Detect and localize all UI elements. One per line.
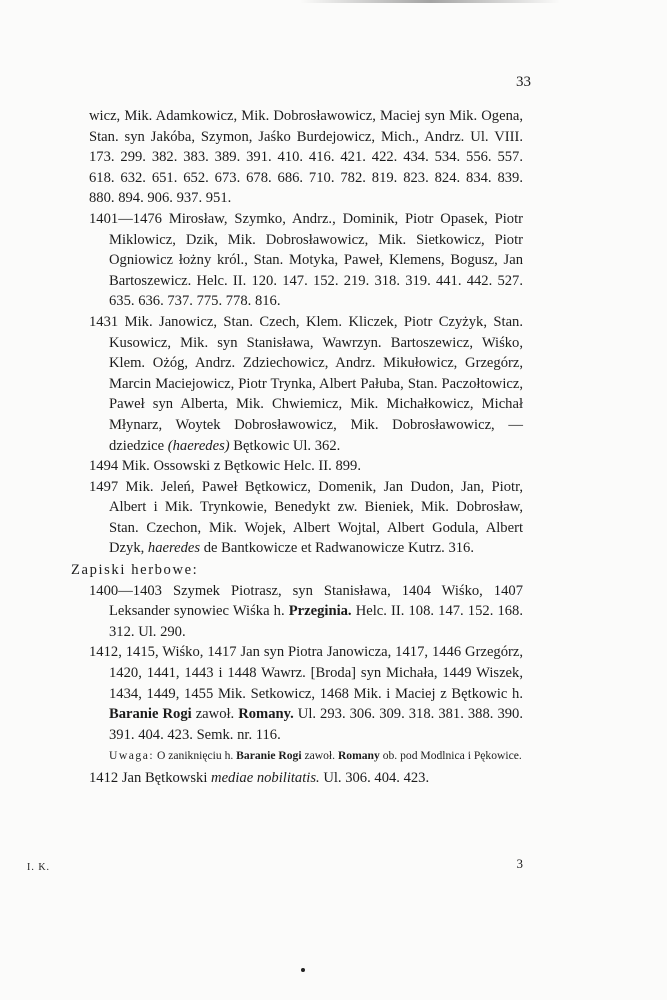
text-segment: Helc. II. 108. 147. 152. 168. 312. Ul. 290. bbox=[109, 603, 523, 640]
text-segment: zawoł. bbox=[191, 706, 239, 723]
main-text bbox=[71, 106, 523, 789]
text-segment: zawoł. bbox=[301, 749, 338, 763]
entry-1497 bbox=[89, 477, 523, 559]
entry-1400-1403 bbox=[89, 581, 523, 643]
text-segment: Baranie Rogi bbox=[109, 706, 192, 723]
text-segment: Przeginia. bbox=[288, 603, 352, 620]
text-segment: haeredes bbox=[147, 540, 201, 557]
text-segment: mediae nobilitatis. bbox=[211, 770, 320, 787]
entry-1412-1415 bbox=[89, 642, 523, 745]
text-segment: Zapiski herbowe: bbox=[71, 562, 199, 579]
continuation-paragraph bbox=[89, 106, 523, 209]
note-uwaga bbox=[89, 748, 523, 764]
section-heading-zapiski-herbowe bbox=[71, 560, 523, 581]
signature-mark: I. K. bbox=[27, 862, 51, 873]
text-segment: Romany. bbox=[238, 706, 294, 723]
text-segment: Uwaga: bbox=[109, 749, 155, 763]
text-segment: 1431 Mik. Janowicz, Stan. Czech, Klem. Kliczek, Piotr Czyżyk, Stan. Kusowicz, Mik. syn Stanisława, Wawrzyn. Bartoszewicz, Wiśko, Klem. Ożóg, Andrz. Zdziechowicz, Andrz. Mikułowicz, Grzegórz, Marcin Maciejowicz, Piotr Trynka, Albert Pałuba, Stan. Paczołtowicz, Paweł syn Alberta, Mik. Chwiemicz, Mik. Michałkowicz, Michał Młynarz, Woytek Dobrosławowicz, Mik. Dobrosławowicz, — dziedzice bbox=[89, 313, 523, 454]
text-segment: Baranie Rogi bbox=[236, 749, 302, 763]
text-segment: 1412, 1415, Wiśko, 1417 Jan syn Piotra Janowicza, 1417, 1446 Grzegórz, 1420, 1441, 1443 i 1448 Wawrz. [Broda] syn Michała, 1449 Wiszek, 1434, 1449, 1455 Mik. Setkowicz, 1468 Mik. i Maciej z Bętkowic h. bbox=[89, 644, 523, 702]
entry-1401-1476 bbox=[89, 209, 523, 312]
text-segment: 1401—1476 Mirosław, Szymko, Andrz., Dominik, Piotr Opasek, Piotr Miklowicz, Dzik, Mik. Dobrosławowicz, Mik. Sietkowicz, Piotr Ogniowicz łożny król., Stan. Motyka, Paweł, Klemens, Bogusz, Jan Bartoszewicz. Helc. II. 120. 147. 152. 219. 318. 319. 441. 442. 527. 635. 636. 737. 775. 778. 816. bbox=[89, 210, 523, 310]
text-segment: O zaniknięciu h. bbox=[154, 749, 237, 763]
text-segment: (haeredes) bbox=[167, 437, 230, 454]
text-segment: 1400—1403 Szymek Piotrasz, syn Stanisława, 1404 Wiśko, 1407 Leksander synowiec Wiśka h. bbox=[89, 582, 523, 620]
text-segment: Bętkowic Ul. 362. bbox=[229, 437, 341, 454]
text-segment: wicz, Mik. Adamkowicz, Mik. Dobrosławowicz, Maciej syn Mik. Ogena, Stan. syn Jakóba, Szymon, Jaśko Burdejowicz, Mich., Andrz. Ul. VIII. 173. 299. 382. 383. 389. 391. 410. 416. 421. 422. 434. 534. 556. 557. 618. 632. 651. 652. 673. 678. 686. 710. 782. 819. 823. 824. 834. 839. 880. 894. 906. 937. 951. bbox=[89, 108, 523, 207]
entry-1431 bbox=[89, 312, 523, 456]
sheet-number: 3 bbox=[516, 856, 523, 871]
entry-1412-betkowski bbox=[89, 768, 523, 789]
stray-dot bbox=[301, 968, 305, 972]
text-segment: ob. pod Modlnica i Pękowice. bbox=[379, 749, 522, 763]
text-segment: Ul. 293. 306. 309. 318. 381. 388. 390. 391. 404. 423. Semk. nr. 116. bbox=[109, 706, 523, 743]
text-segment: 1494 Mik. Ossowski z Bętkowic Helc. II. 899. bbox=[89, 458, 361, 475]
text-segment: 1412 Jan Bętkowski bbox=[89, 770, 212, 787]
text-segment: Romany bbox=[337, 749, 380, 763]
text-segment: Ul. 306. 404. 423. bbox=[319, 770, 430, 787]
entry-1494 bbox=[89, 456, 523, 477]
scan-edge-shadow bbox=[300, 0, 560, 3]
text-segment: 1497 Mik. Jeleń, Paweł Bętkowicz, Domenik, Jan Dudon, Jan, Piotr, Albert i Mik. Trynkowie, Benedykt zw. Bieniek, Mik. Dobrosław, Stan. Czechon, Mik. Wojek, Albert Wojtal, Albert Godula, Albert Dzyk, bbox=[89, 478, 523, 557]
text-segment: de Bantkowicze et Radwanowicze Kutrz. 316. bbox=[200, 540, 475, 557]
page-number: 33 bbox=[516, 74, 531, 90]
